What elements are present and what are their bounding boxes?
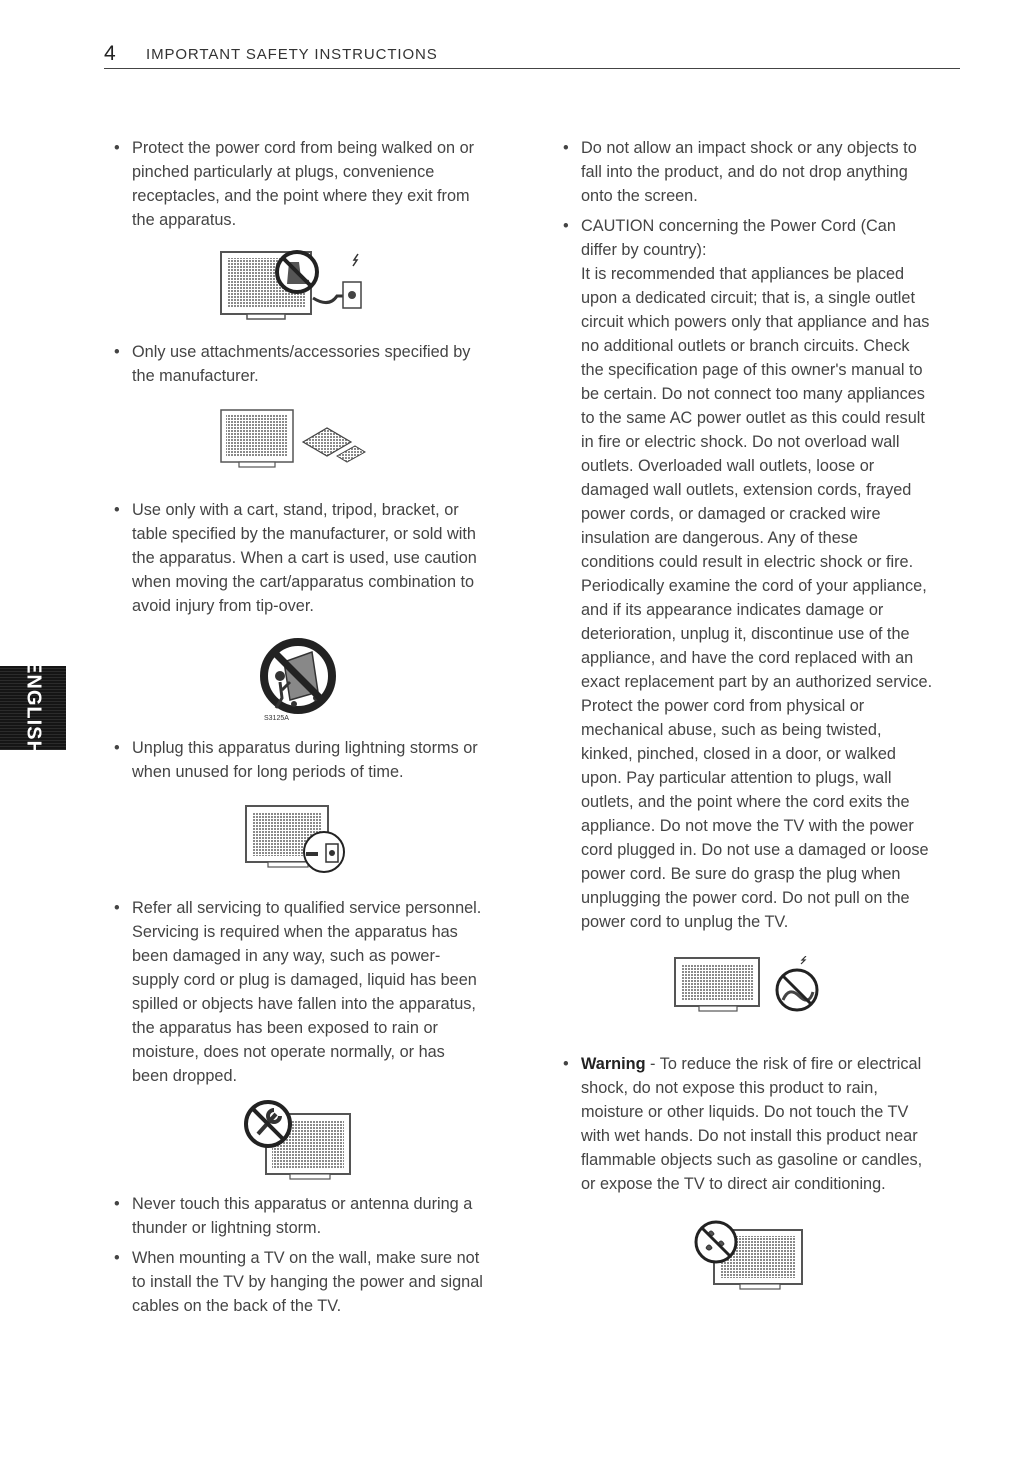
- list-item: [114, 896, 484, 1088]
- bullet-icon: •: [114, 1195, 120, 1213]
- list-item: [114, 736, 484, 784]
- list-item: [563, 214, 933, 934]
- item-text: Use only with a cart, stand, tripod, bracket, or table specified by the manufacturer, or sold with the apparatus. When a cart is used, use caution when moving the cart/apparatus combination to avoid injury from tip-over.: [132, 501, 477, 615]
- bullet-icon: •: [563, 1055, 569, 1073]
- caution-text: It is recommended that appliances be placed upon a dedicated circuit; that is, a single outlet circuit which powers only that appliance and has no additional outlets or branch circuits. Check the specification page of this owner's manual to be certain. Do not connect too many appliances to the same AC power outlet as this could result in fire or electric shock. Do not overload wall outlets. Overloaded wall outlets, loose or damaged wall outlets, extension cords, frayed power cords, or damaged or cracked wire insulation are dangerous. Any of these conditions could result in electric shock or fire. Periodically examine the cord of your appliance, and if its appearance indicates damage or deterioration, unplug it, discontinue use of the appliance, and have the cord replaced with an exact replacement part by an authorized service. Protect the power cord from physical or mechanical abuse, such as being twisted, kinked, pinched, closed in a door, or walked upon. Pay particular attention to plugs, wall outlets, and the point where the cord exits the appliance. Do not move the TV with the power cord plugged in. Do not use a damaged or loose power cord. Be sure do grasp the plug when unplugging the power cord. Do not pull on the power cord to unplug the TV.: [581, 265, 933, 931]
- section-title: IMPORTANT SAFETY INSTRUCTIONS: [146, 46, 438, 63]
- item-text: Never touch this apparatus or antenna during a thunder or lightning storm.: [132, 1195, 473, 1237]
- page-number: 4: [104, 42, 116, 65]
- no-self-service-wrench-icon: [244, 1100, 354, 1180]
- bullet-icon: •: [563, 217, 569, 235]
- item-text: Unplug this apparatus during lightning storms or when unused for long periods of time.: [132, 739, 478, 781]
- list-item: [114, 498, 484, 618]
- item-text: Refer all servicing to qualified service personnel. Servicing is required when the apparatus has been damaged in any way, such as power-supply cord or plug is damaged, liquid has been spilled or objects have fallen into the apparatus, the apparatus has been exposed to rain or moisture, does not operate normally, or has been dropped.: [132, 899, 482, 1085]
- item-text: When mounting a TV on the wall, make sure not to install the TV by hanging the power and signal cables on the back of the TV.: [132, 1249, 483, 1315]
- bullet-icon: •: [114, 501, 120, 519]
- list-item: [563, 1052, 933, 1196]
- item-text: Do not allow an impact shock or any objects to fall into the product, and do not drop anything onto the screen.: [581, 139, 917, 205]
- bullet-icon: •: [114, 739, 120, 757]
- list-item: [114, 136, 484, 232]
- bullet-icon: •: [563, 139, 569, 157]
- list-item: [114, 340, 484, 388]
- cart-tip-over-warning-icon: [254, 638, 344, 722]
- item-text: Protect the power cord from being walked on or pinched particularly at plugs, convenience receptacles, and the point where they exit from the apparatus.: [132, 139, 475, 229]
- warning-text: - To reduce the risk of fire or electrical shock, do not expose this product to rain, moisture or other liquids. Do not touch the TV with wet hands. Do not install this product near flammable objects such as gasoline or candles, or expose the TV to direct air conditioning.: [581, 1055, 923, 1193]
- left-column: [114, 136, 484, 1318]
- bullet-icon: •: [114, 343, 120, 361]
- list-item: [114, 1246, 484, 1318]
- caution-heading: CAUTION concerning the Power Cord (Can differ by country):: [581, 217, 896, 259]
- bullet-icon: •: [114, 899, 120, 917]
- language-tab: [0, 660, 66, 756]
- item-text: Only use attachments/accessories specified by the manufacturer.: [132, 343, 471, 385]
- list-item: [563, 136, 933, 208]
- list-item: [114, 1192, 484, 1240]
- tv-no-liquid-icon: [688, 1220, 808, 1294]
- tv-cord-foot-prohibited-icon: [219, 248, 379, 324]
- warning-label: Warning: [581, 1055, 646, 1073]
- tv-accessories-icon: [219, 406, 379, 470]
- bullet-icon: •: [114, 1249, 120, 1267]
- warning-paragraph: [581, 1052, 933, 1196]
- language-tab-label: ENGLISH: [22, 660, 45, 756]
- right-column: [563, 136, 933, 1294]
- bullet-icon: •: [114, 139, 120, 157]
- cart-figure-code: S3125A: [264, 715, 289, 722]
- tv-unplug-icon: [244, 804, 354, 876]
- page-header: [104, 42, 960, 69]
- tv-no-damaged-cord-icon: [673, 956, 823, 1016]
